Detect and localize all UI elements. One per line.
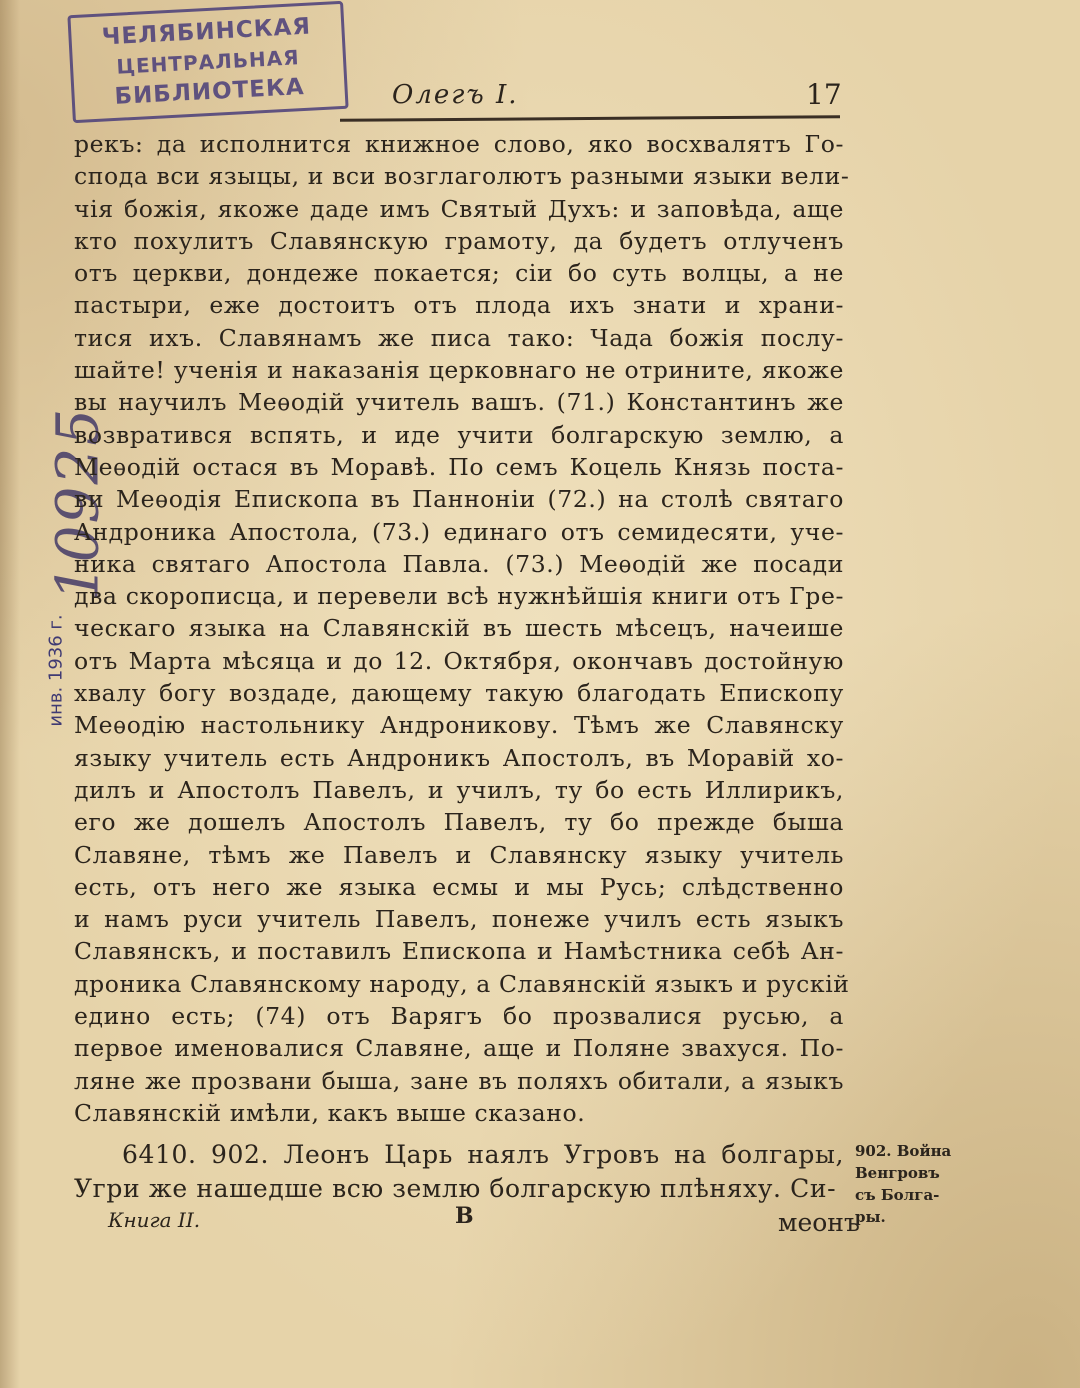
page-number: 17 [806,78,842,111]
text-line: пастыри, еже достоитъ отъ плода ихъ знати и храни- [74,291,844,320]
text-line: два скорописца, и перевели всѣ нужнѣйшія книги отъ Гре- [74,582,844,611]
margin-note-line: съ Болга- [855,1186,940,1204]
text-line: отъ церкви, дондеже покается; сіи бо суть волцы, а не [74,259,844,288]
text-line: ника святаго Апостола Павла. (73.) Меѳодій же посади [74,549,844,578]
handwritten-number: 10925 [43,406,112,602]
stamp-line-3: БИБЛИОТЕКА [113,73,306,110]
text-line: Меѳодій остася въ Моравѣ. По семъ Коцель Князь поста- [74,452,844,481]
header-rule [340,115,840,121]
margin-note-line: ры. [855,1208,886,1226]
text-line: дилъ и Апостолъ Павелъ, и училъ, ту бо есть Иллирикъ, [74,775,844,804]
text-line: спода вси языцы, и вси возглаголютъ разными языки вели- [74,162,850,191]
margin-note-line: 902. Война [855,1142,952,1160]
text-line: Славянскій имѣли, какъ выше сказано. [74,1098,586,1127]
text-line: Славянскъ, и поставилъ Епископа и Намѣстника себѣ Ан- [74,937,844,966]
text-line: Славяне, тѣмъ же Павелъ и Славянску языку учитель [74,840,844,869]
text-line: шайте! ученія и наказанія церковнаго не отрините, якоже [74,356,844,385]
library-stamp [67,1,348,123]
running-head: Олегъ I. [392,80,519,110]
inventory-stamp: инв. 1936 г. [45,614,67,727]
text-line: вы научилъ Меѳодій учитель вашъ. (71.) Константинъ же [74,388,844,417]
text-line: языку учитель есть Андроникъ Апостолъ, въ Моравій хо- [74,743,844,772]
margin-note [855,1140,975,1228]
paragraph-902 [74,1138,844,1206]
text-line: есть, отъ него же языка есмы и мы Русь; слѣдственно [74,872,844,901]
text-line: ви Меѳодія Епископа въ Паннонiи (72.) на столѣ святаго [74,485,844,514]
book-label: Книга II. [108,1208,201,1232]
text-line: дроника Славянскому народу, а Славянскій языкъ и рускій [74,969,850,998]
text-line: ляне же прозвани быша, зане въ поляхъ обитали, а языкъ [74,1066,844,1095]
signature-mark: В [455,1203,474,1229]
stamp-line-2: ЦЕНТРАЛЬНАЯ [115,45,301,79]
text-line: чія божія, якоже даде имъ Святый Духъ: и заповѣда, аще [74,194,844,223]
text-line: Андроника Апостола, (73.) единаго отъ семидесяти, уче- [74,517,844,546]
text-line: кто похулитъ Славянскую грамоту, да будетъ отлученъ [74,226,844,255]
text-line: возвратився вспять, и иде учити болгарскую землю, а [74,420,844,449]
margin-note-line: Венгровъ [855,1164,940,1182]
text-line: первое именовалися Славяне, аще и Поляне звахуся. По- [74,1034,844,1063]
stamp-line-1: ЧЕЛЯБИНСКАЯ [101,13,312,51]
text-line: Меѳодію настольнику Андроникову. Тѣмъ же Славянску [74,711,844,740]
text-line: и намъ руси учитель Павелъ, понеже училъ есть языкъ [74,905,844,934]
text-line: едино есть; (74) отъ Варягъ бо прозвалися русью, а [74,1002,844,1031]
text-line: 6410. 902. Леонъ Царь наялъ Угровъ на болгары, [122,1140,844,1169]
text-line: его же дошелъ Апостолъ Павелъ, ту бо прежде быша [74,808,844,837]
text-line: отъ Марта мѣсяца и до 12. Октября, окончавъ достойную [74,646,844,675]
text-line: Угри же нашедше всю землю болгарскую плѣняху. Си- [74,1174,837,1203]
text-line: ческаго языка на Славянскій въ шесть мѣсецъ, начеише [74,614,844,643]
catchword: меонъ [778,1208,860,1237]
text-line: рекъ: да исполнится книжное слово, яко восхвалятъ Го- [74,130,844,158]
spine-shadow [0,0,20,1388]
body-text [74,128,850,1129]
text-line: хвалу богу воздаде, дающему такую благодать Епископу [74,679,844,708]
text-line: тися ихъ. Славянамъ же писа тако: Чада божія послу- [74,323,844,352]
